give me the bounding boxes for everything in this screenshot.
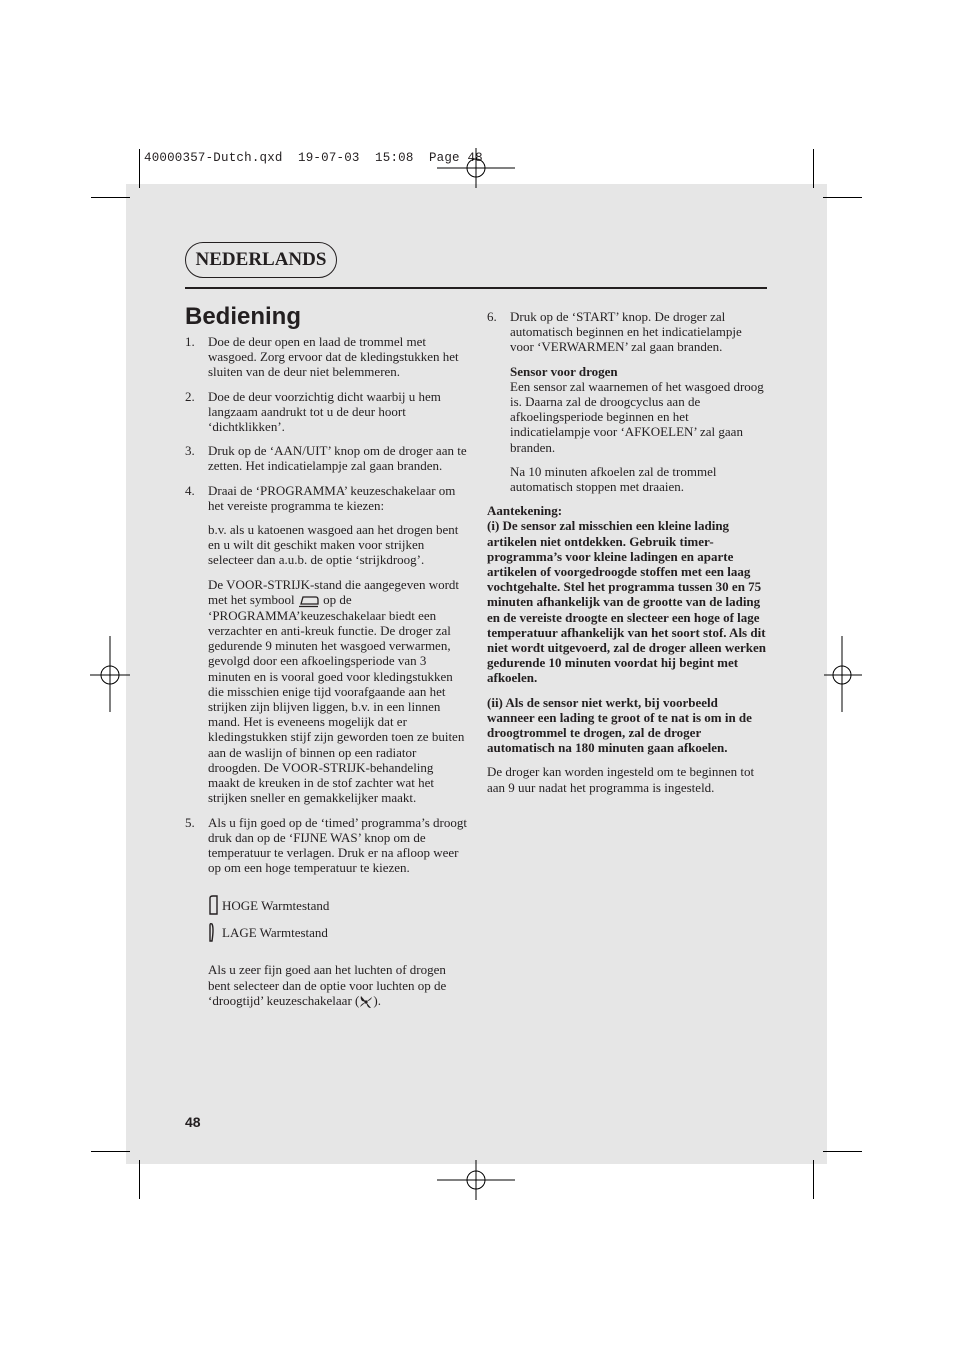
heat-low-label: LAGE Warmtestand (222, 924, 328, 940)
item-text: Draai de ‘PROGRAMMA’ keuzeschakelaar om het vereiste programma te kiezen: (208, 482, 456, 513)
list-item (185, 389, 467, 435)
crop-mark (91, 197, 130, 198)
item-number: 3. (185, 443, 195, 459)
paragraph: b.v. als u katoenen wasgoed aan het drogen bent en u wilt dit geschikt maken voor strijken selecteer dan a.u.b. de optie ‘strijkdroog’. (208, 522, 459, 568)
header-rule (185, 287, 767, 289)
low-heat-icon (206, 922, 222, 942)
heat-high-label: HOGE Warmtestand (222, 897, 330, 913)
page-number: 48 (185, 1114, 201, 1130)
paragraph (185, 577, 467, 806)
registration-mark-top (437, 148, 517, 190)
crop-mark (139, 1160, 140, 1199)
crop-mark (139, 149, 140, 188)
paragraph-text: op de ‘PROGRAMMA’keuzeschakelaar biedt een verzachter en anti-kreuk functie. De droger zal gedurende 9 minuten het wasgoed verwarmen, gevolgd door een afkoelingsperiode van 3 minuten en is vooral goed voor kledingstukken die misschien enige tijd voorafgaande aan het strijken zijn blijven liggen, b.v. in een linnen mand. Het is eveneens mogelijk dat er kledingstukken stijf zijn geworden toen ze buiten aan de waslijn of binnen op een radiator droogden. De VOOR-STRIJK-behandeling maakt de kreuken in de stof zachter wat het strijken sneller en gemakkelijker maakt. (208, 591, 465, 806)
air-fan-icon (359, 995, 373, 1009)
file-slug-line: 40000357-Dutch.qxd 19-07-03 15:08 Page 48 (144, 151, 483, 165)
item-text: Druk op de ‘START’ knop. De droger zal automatisch beginnen en het indicatielampje voor ‘VERWARMEN’ zal gaan branden. (510, 309, 742, 355)
high-heat-icon (206, 895, 222, 915)
right-column (487, 309, 767, 795)
note-heading: Aantekening: (487, 503, 563, 519)
registration-mark-bottom (437, 1160, 517, 1202)
paragraph: Een sensor zal waarnemen of het wasgoed droog is. Daarna zal de droogcyclus aan de afkoelingsperiode beginnen en het indicatielampje voor ‘AFKOELEN’ zal gaan branden. (510, 378, 764, 455)
item-number: 6. (487, 309, 497, 324)
item-text: Druk op de ‘AAN/UIT’ knop om de droger aan te zetten. Het indicatielampje zal gaan branden. (208, 443, 467, 474)
note-i: (i) De sensor zal misschien een kleine lading artikelen niet ontdekken. Gebruik timer-programma’s voor kleine ladingen en aparte artikelen of voorgedroogde stoffen met een laag vochtgehalte. Stel het programma tussen 30 en 75 minuten afhankelijk van de grootte van de lading en de vereiste droogte en slecteer een hoge of lage temperatuur afhankelijk van het soort stof. Als dit niet wordt uitgevoerd, zal de droger alleen werken gedurende 10 minuten voordat hij begint met afkoelen. (487, 518, 766, 686)
crop-mark (823, 197, 862, 198)
crop-mark (813, 149, 814, 188)
item-number: 5. (185, 814, 195, 830)
pre-iron-icon (298, 594, 320, 608)
item-number: 1. (185, 334, 195, 349)
crop-mark (823, 1151, 862, 1152)
item-number: 2. (185, 388, 195, 404)
paragraph-text: ). (373, 992, 381, 1008)
list-item (185, 815, 467, 876)
paragraph-text: Als u zeer fijn goed aan het luchten of drogen bent selecteer dan de optie voor luchten op de ‘droogtijd’ keuzeschakelaar ( (208, 962, 447, 1008)
list-item (185, 483, 467, 513)
list-item (185, 443, 467, 473)
item-number: 4. (185, 482, 195, 498)
crop-mark (813, 1160, 814, 1199)
crop-mark (91, 1151, 130, 1152)
item-text: Doe de deur voorzichtig dicht waarbij u hem langzaam aandrukt tot u de deur hoort ‘dichtklikken’. (208, 388, 441, 435)
heat-low-row (185, 922, 467, 942)
list-item (487, 309, 767, 355)
note-ii: (ii) Als de sensor niet werkt, bij voorbeeld wanneer een lading te groot of te nat is om in de droogtrommel te drogen, zal de droger automatisch na 180 minuten gaan afkoelen. (487, 694, 752, 756)
item-text: Als u fijn goed op de ‘timed’ programma’s droogt druk dan op de ‘FIJNE WAS’ knop om de temperatuur te verlagen. Druk er na afloop weer op om een hoge temperatuur te kiezen. (208, 814, 467, 876)
registration-mark-right (822, 636, 864, 714)
item-text: Doe de deur open en laad de trommel met wasgoed. Zorg ervoor dat de kledingstukken het sluiten van de deur niet belemmeren. (208, 334, 459, 380)
left-column (185, 334, 467, 1009)
heat-high-row (185, 895, 467, 915)
paragraph: De droger kan worden ingesteld om te beginnen tot aan 9 uur nadat het programma is ingesteld. (487, 764, 755, 795)
sensor-heading: Sensor voor drogen (510, 363, 618, 379)
page-title: Bediening (185, 303, 302, 330)
language-label: NEDERLANDS (185, 242, 337, 278)
registration-mark-left (90, 636, 132, 714)
list-item (185, 334, 467, 380)
paragraph (185, 962, 467, 1008)
paragraph: Na 10 minuten afkoelen zal de trommel automatisch stoppen met draaien. (510, 463, 717, 495)
paragraph-text: De VOOR-STRIJK-stand die aangegeven wordt met het symbool (208, 576, 460, 607)
